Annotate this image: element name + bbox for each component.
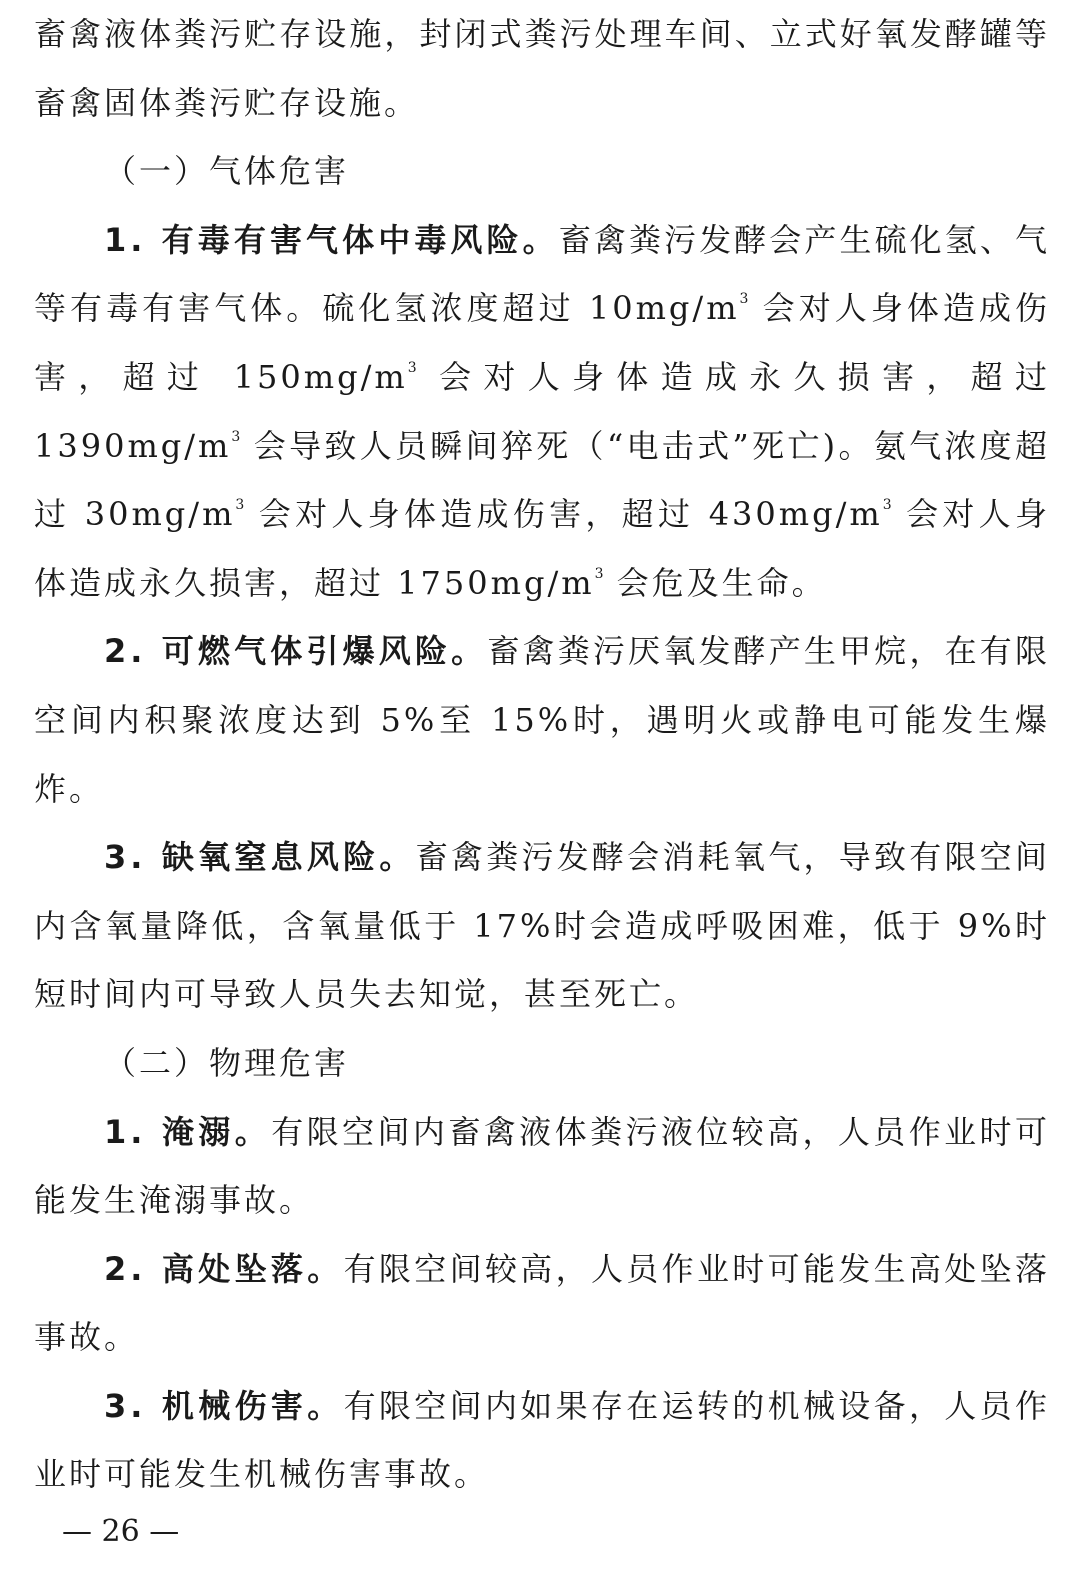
section-heading-physical-hazards: （二）物理危害 xyxy=(104,1043,350,1082)
superscript-3: 3 xyxy=(407,359,417,376)
text-fall: 有限空间较高，人员作业时可能发生高处坠落事故。 xyxy=(34,1249,1050,1357)
text-toxic-gas-6: 会对人身体造成永久损害，超过 1750mg/m xyxy=(34,495,1050,602)
superscript-3: 3 xyxy=(235,497,245,514)
lead-mechanical: 3. 机械伤害。 xyxy=(104,1386,344,1425)
paragraph-flammable-gas xyxy=(34,617,1050,823)
text-toxic-gas-1: 畜禽粪污发酵会产生硫化氢、气等有毒有害气体。硫化氢浓度超过 10mg/m xyxy=(34,220,1050,328)
lead-oxygen-deficiency: 3. 缺氧窒息风险。 xyxy=(104,838,416,877)
lead-toxic-gas: 1. 有毒有害气体中毒风险。 xyxy=(104,220,559,259)
superscript-3: 3 xyxy=(594,565,604,582)
text-toxic-gas-2: 会对人身体造成伤害，超过 150mg/m xyxy=(34,289,1050,396)
lead-drowning: 1. 淹溺。 xyxy=(104,1112,272,1151)
text-toxic-gas-5: 会对人身体造成伤害，超过 430mg/m xyxy=(244,495,883,534)
superscript-3: 3 xyxy=(739,291,749,308)
superscript-3: 3 xyxy=(882,497,892,514)
text-toxic-gas-7: 会危及生命。 xyxy=(603,563,827,602)
text-drowning: 有限空间内畜禽液体粪污液位较高，人员作业时可能发生淹溺事故。 xyxy=(34,1112,1050,1220)
text-flammable-gas: 畜禽粪污厌氧发酵产生甲烷，在有限空间内积聚浓度达到 5%至 15%时，遇明火或静电可能发生爆炸。 xyxy=(34,632,1050,808)
page-number: — 26 — xyxy=(62,1514,180,1549)
text-toxic-gas-4: 会导致人员瞬间猝死（“电击式”死亡)。氨气浓度超过 30mg/m xyxy=(34,426,1050,534)
paragraph-fall xyxy=(34,1235,1050,1372)
lead-fall: 2. 高处坠落。 xyxy=(104,1249,344,1288)
paragraph-drowning xyxy=(34,1098,1050,1235)
paragraph-oxygen-deficiency xyxy=(34,823,1050,1029)
paragraph-toxic-gas xyxy=(34,206,1050,618)
lead-flammable-gas: 2. 可燃气体引爆风险。 xyxy=(104,632,488,671)
document-body xyxy=(34,0,1050,1509)
paragraph-mechanical xyxy=(34,1372,1050,1509)
text-toxic-gas-3: 会对人身体造成永久损害，超过 1390mg/m xyxy=(34,357,1050,465)
text-mechanical: 有限空间内如果存在运转的机械设备，人员作业时可能发生机械伤害事故。 xyxy=(34,1386,1050,1494)
section-heading-gas-hazards: （一）气体危害 xyxy=(104,152,350,191)
superscript-3: 3 xyxy=(231,428,241,445)
text-oxygen-deficiency: 畜禽粪污发酵会消耗氧气，导致有限空间内含氧量降低，含氧量低于 17%时会造成呼吸困难，低于 9%时短时间内可导致人员失去知觉，甚至死亡。 xyxy=(34,838,1050,1014)
intro-paragraph: 畜禽液体粪污贮存设施，封闭式粪污处理车间、立式好氧发酵罐等畜禽固体粪污贮存设施。 xyxy=(34,15,1050,122)
